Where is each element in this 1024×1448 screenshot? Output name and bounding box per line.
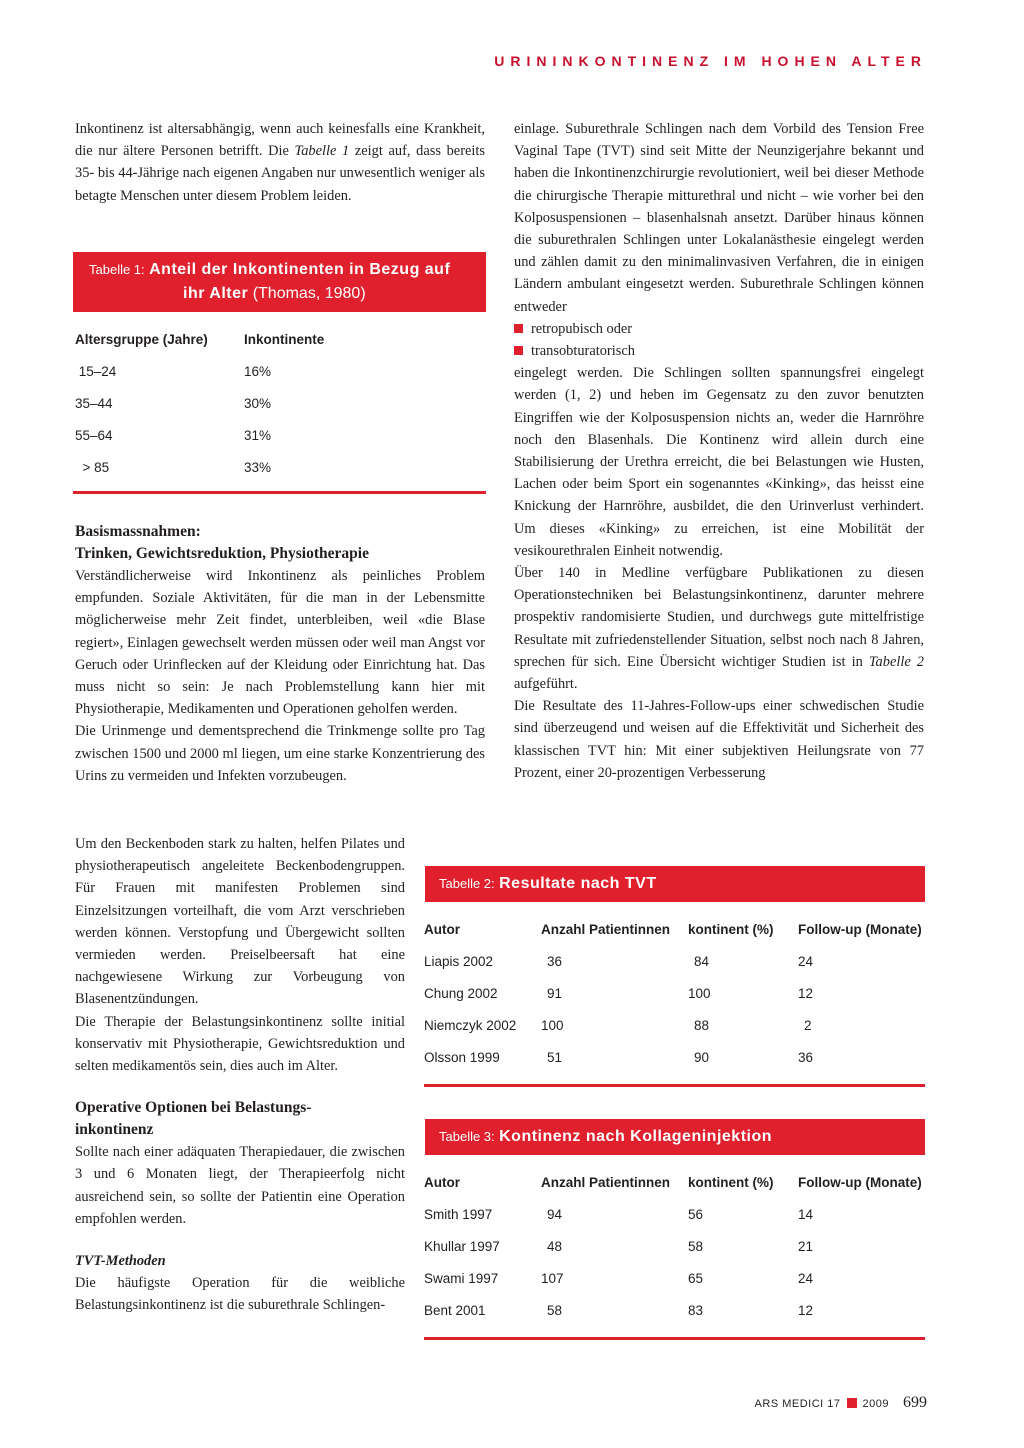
column-left-middle — [75, 521, 485, 787]
table-cell: 24 — [798, 1271, 814, 1286]
table-cell: 56 — [688, 1207, 704, 1222]
table-cell: 94 — [547, 1207, 563, 1222]
running-title: URININKONTINENZ IM HOHEN ALTER — [494, 53, 927, 69]
table-header-cell: kontinent (%) — [688, 1175, 774, 1190]
table-cell: 30% — [244, 396, 272, 411]
table-header-cell: Anzahl Patientinnen — [541, 922, 671, 937]
table-cell: Liapis 2002 — [424, 954, 494, 969]
table2 — [424, 922, 924, 1072]
table1-title-line2: ihr Alter — [183, 285, 249, 302]
table-ref: Tabelle 1 — [294, 143, 350, 160]
table2-title-box — [425, 866, 925, 902]
paragraph: Die häufigste Operation für die weibliche Belastungsinkontinenz ist die suburethrale Schlingen- — [75, 1275, 405, 1314]
paragraph: Sollte nach einer adäquaten Therapiedauer, die zwischen 3 und 6 Monaten liegt, der Therapieerfolg nicht ausreichend sein, so sollte der Patientin eine Operation empfohlen werden. — [75, 1144, 405, 1227]
section-heading: Trinken, Gewichtsreduktion, Physiotherapie — [75, 545, 369, 562]
table-cell: > 85 — [75, 460, 110, 475]
table2-label: Tabelle 2: — [439, 876, 495, 891]
table-cell: 84 — [694, 954, 710, 969]
paragraph: einlage. Suburethrale Schlingen nach dem Vorbild des Tension Free Vaginal Tape (TVT) sind seit Mitte der Neunzigerjahre bekannt und haben die Inkontinenzchirurgie revolutioniert, weil bei dieser Methode die chirurgische Therapie mitturethral und nicht – wie vorher bei den Kolposuspensionen – blasenhalsnah ansetzt. Darüber hinaus können die suburethralen Schlingen unter Lokalanästhesie eingelegt werden und zählen damit zu den minimalinvasiven Verfahren, die in einigen Ländern ambulant eingesetzt werden. Suburethrale Schlingen können entweder — [514, 121, 924, 315]
intro-paragraph: Inkontinenz ist altersabhängig, wenn auch keinesfalls eine Krankheit, die nur ältere Personen betrifft. Die Tabelle 1 zeigt auf, dass bereits 35- bis 44-Jährige nach eigenen Angaben nur unwesentlich weniger als betagte Menschen unter diesem Problem leiden. — [75, 121, 485, 204]
paragraph: eingelegt werden. Die Schlingen sollten spannungsfrei eingelegt werden (1, 2) und heben im Gegensatz zu den zuvor benutzten Eingriffen wie der Kolposuspension nichts an, weder die Harnröhre noch den Blasenhals. Die Kontinenz wird allein durch eine Stabilisierung der Urethra erreicht, die bei Belastungen wie Husten, Lachen oder beim Sport ein sogenanntes «Kinking», das heisst eine Knickung der Harnröhre, ausbildet, die den Urinverlust verhindert. Um dieses «Kinking» zu erreichen, ist eine Mobilität der vesikourethralen Einheit notwendig. — [514, 365, 924, 559]
table2-bottom-rule — [424, 1084, 925, 1087]
table-cell: 55–64 — [75, 428, 113, 443]
table-cell: 36 — [547, 954, 563, 969]
column-left-top — [75, 118, 485, 207]
paragraph: Die Resultate des 11-Jahres-Follow-ups einer schwedischen Studie sind überzeugend und weisen auf die Effektivität und Sicherheit des klassischen TVT hin: Mit einer subjektiven Heilungsrate von 77 Prozent, einer 20-prozentigen Verbesserung — [514, 698, 924, 781]
page-number: 699 — [903, 1394, 927, 1411]
table-cell: 14 — [798, 1207, 814, 1222]
subsection-heading: TVT-Methoden — [75, 1253, 166, 1270]
column-right — [514, 118, 924, 784]
table-cell: 2 — [804, 1018, 812, 1033]
column-left-narrow — [75, 833, 405, 1317]
separator-square-icon — [847, 1398, 857, 1408]
table-cell: 48 — [547, 1239, 563, 1254]
table-header-cell: Inkontinente — [244, 332, 325, 347]
bullet-item: transobturatorisch — [514, 340, 924, 362]
section-heading: Operative Optionen bei Belastungs- — [75, 1099, 312, 1117]
table-cell: 33% — [244, 460, 272, 475]
table-cell: 21 — [798, 1239, 814, 1254]
table-cell: Khullar 1997 — [424, 1239, 500, 1254]
table1-source: (Thomas, 1980) — [252, 285, 366, 302]
paragraph: Über 140 in Medline verfügbare Publikationen zu diesen Operationstechniken bei Belastungsinkontinenz, darunter mehrere prospektiv randomisierte Studien, und durchwegs gute mittelfristige Resultate mit zufriedenstellender Situation, selbst noch nach 8 Jahren, sprechen für sich. Eine Übersicht wichtiger Studien ist in Tabelle 2 aufgeführt. — [514, 565, 924, 693]
paragraph: Um den Beckenboden stark zu halten, helfen Pilates und physiotherapeutisch angeleitete Beckenbodengruppen. Für Frauen mit manifesten Problemen sind Einzelsitzungen vorteilhaft, die vom Arzt verschrieben werden können. Verstopfung und Übergewicht sollten vermieden werden. Preiselbeersaft hat eine nachgewiesene Wirkung zur Vorbeugung von Blasenentzündungen. — [75, 836, 405, 1008]
table3-bottom-rule — [424, 1337, 925, 1340]
table-header-cell: Altersgruppe (Jahre) — [75, 332, 208, 347]
table3-label: Tabelle 3: — [439, 1129, 495, 1144]
table-cell: 58 — [688, 1239, 704, 1254]
table-cell: 107 — [541, 1271, 564, 1286]
journal-name: ARS MEDICI 17 — [754, 1398, 841, 1410]
section-heading: inkontinenz — [75, 1121, 154, 1139]
table-cell: 12 — [798, 986, 814, 1001]
table1-title-box — [73, 252, 486, 312]
table-cell: Smith 1997 — [424, 1207, 493, 1222]
table-cell: Niemczyk 2002 — [424, 1018, 517, 1033]
table-cell: 16% — [244, 364, 272, 379]
table-cell: 15–24 — [75, 364, 117, 379]
table-header-cell: Anzahl Patientinnen — [541, 1175, 671, 1190]
table-cell: 65 — [688, 1271, 704, 1286]
paragraph: Verständlicherweise wird Inkontinenz als peinliches Problem empfunden. Soziale Aktivitäten, für die man in der Lebensmitte möglicherweise mehr Zeit findet, unterbleiben, weil «die Blase regiert», Einlagen gewechselt werden müssen oder weil man Angst vor Geruch oder Urinflecken auf der Kleidung oder Einrichtung hat. Das muss nicht so sein: Je nach Problemstellung kann hier mit Physiotherapie, Medikamenten und Operationen geholfen werden. — [75, 568, 485, 718]
table-cell: 83 — [688, 1303, 704, 1318]
table-cell: 35–44 — [75, 396, 113, 411]
table3-title-box — [425, 1119, 925, 1155]
table-cell: Olsson 1999 — [424, 1050, 500, 1065]
table-cell: 58 — [547, 1303, 563, 1318]
table2-title: Resultate nach TVT — [499, 875, 657, 892]
table-cell: 24 — [798, 954, 814, 969]
bullet-square-icon — [514, 324, 523, 333]
table-header-cell: Follow-up (Monate) — [798, 1175, 922, 1190]
table1-label: Tabelle 1: — [89, 262, 145, 277]
table3 — [424, 1175, 924, 1325]
table-cell: 51 — [547, 1050, 563, 1065]
table-ref: Tabelle 2 — [868, 653, 924, 670]
table-header-cell: kontinent (%) — [688, 922, 774, 937]
table-cell: 31% — [244, 428, 272, 443]
table1-title-line1: Anteil der Inkontinenten in Bezug auf — [149, 261, 451, 278]
table-cell: Swami 1997 — [424, 1271, 499, 1286]
table-cell: 36 — [798, 1050, 814, 1065]
table3-title: Kontinenz nach Kollageninjektion — [499, 1128, 773, 1145]
table1-bottom-rule — [73, 491, 486, 494]
table-cell: 90 — [694, 1050, 710, 1065]
paragraph: Die Urinmenge und dementsprechend die Trinkmenge sollte pro Tag zwischen 1500 und 2000 ml liegen, um eine starke Konzentrierung des Urins zu vermeiden und Infekten vorzubeugen. — [75, 723, 485, 784]
table-cell: Bent 2001 — [424, 1303, 486, 1318]
bullet-square-icon — [514, 346, 523, 355]
table-cell: 100 — [541, 1018, 564, 1033]
table-cell: 100 — [688, 986, 711, 1001]
table-header-cell: Autor — [424, 922, 460, 937]
table1 — [75, 332, 485, 492]
section-heading: Basismassnahmen: — [75, 523, 201, 540]
table-cell: 88 — [694, 1018, 710, 1033]
table-cell: 12 — [798, 1303, 814, 1318]
page-footer — [755, 1394, 927, 1412]
journal-year: 2009 — [862, 1398, 889, 1410]
table-cell: Chung 2002 — [424, 986, 498, 1001]
table-cell: 91 — [547, 986, 563, 1001]
table-header-cell: Follow-up (Monate) — [798, 922, 922, 937]
table-header-cell: Autor — [424, 1175, 460, 1190]
bullet-item: retropubisch oder — [514, 318, 924, 340]
paragraph: Die Therapie der Belastungsinkontinenz sollte initial konservativ mit Physiotherapie, Gewichtsreduktion und selten medikamentös sein, dies auch im Alter. — [75, 1013, 405, 1075]
